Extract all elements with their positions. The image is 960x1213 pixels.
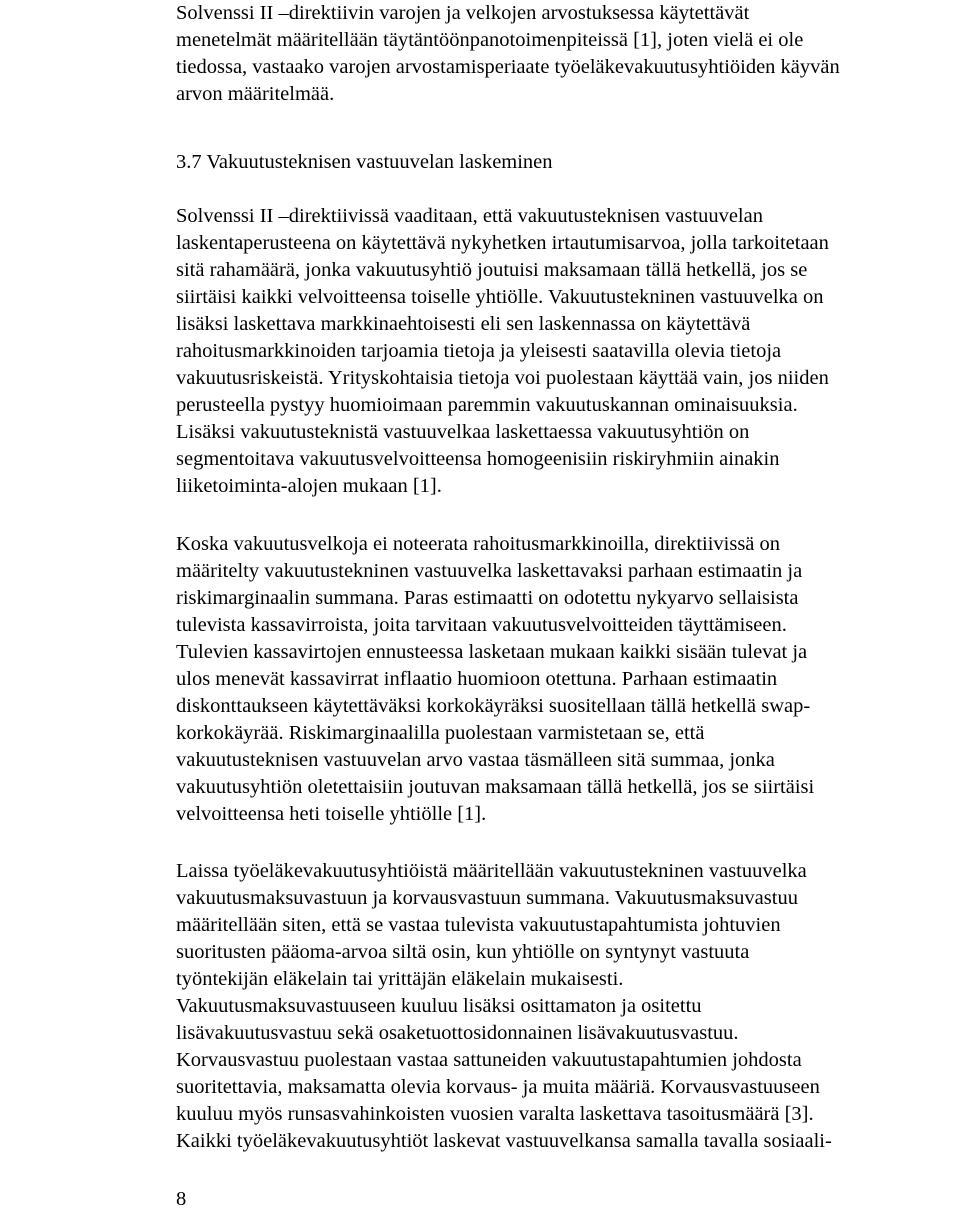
paragraph-line: diskonttaukseen käytettäväksi korkokäyräksi suositellaan tällä hetkellä swap- [176,695,811,717]
paragraph-line: ulos menevät kassavirrat inflaatio huomioon otettuna. Parhaan estimaatin [176,668,778,690]
paragraph-line: vakuutusriskeistä. Yrityskohtaisia tietoja voi puolestaan käyttää vain, jos niiden [176,367,829,389]
paragraph-line: tiedossa, vastaako varojen arvostamisperiaate työeläkevakuutusyhtiöiden käyvän [176,56,840,78]
paragraph-line: määritelty vakuutustekninen vastuuvelka laskettavaksi parhaan estimaatin ja [176,560,803,582]
paragraph-line: laskentaperusteena on käytettävä nykyhetken irtautumisarvoa, jolla tarkoitetaan [176,232,829,254]
paragraph-line: sitä rahamäärä, jonka vakuutusyhtiö joutuisi maksamaan tällä hetkellä, jos se [176,259,808,281]
body-paragraph-2 [176,531,956,828]
paragraph-line: perusteella pystyy huomioimaan paremmin vakuutuskannan ominaisuuksia. [176,394,798,416]
section-heading: 3.7 Vakuutusteknisen vastuuvelan laskeminen [176,151,553,173]
paragraph-line: riskimarginaalin summana. Paras estimaatti on odotettu nykyarvo sellaisista [176,587,799,609]
paragraph-line: Kaikki työeläkevakuutusyhtiöt laskevat vastuuvelkansa samalla tavalla sosiaali- [176,1130,832,1152]
paragraph-line: menetelmät määritellään täytäntöönpanotoimenpiteissä [1], joten vielä ei ole [176,29,804,51]
paragraph-line: korkokäyrää. Riskimarginaalilla puolestaan varmistetaan se, että [176,722,705,744]
paragraph-line: Laissa työeläkevakuutusyhtiöistä määritellään vakuutustekninen vastuuvelka [176,860,807,882]
paragraph-line: suoritettavia, maksamatta olevia korvaus- ja muita määriä. Korvausvastuuseen [176,1076,820,1098]
paragraph-line: Solvenssi II –direktiivissä vaaditaan, että vakuutusteknisen vastuuvelan [176,205,763,227]
paragraph-line: vakuutusmaksuvastuun ja korvausvastuun summana. Vakuutusmaksuvastuu [176,887,798,909]
paragraph-line: kuuluu myös runsasvahinkoisten vuosien varalta laskettava tasoitusmäärä [3]. [176,1103,814,1125]
paragraph-line: suoritusten pääoma-arvoa siltä osin, kun yhtiölle on syntynyt vastuuta [176,941,750,963]
paragraph-line: lisäksi laskettava markkinaehtoisesti eli sen laskennassa on käytettävä [176,313,751,335]
paragraph-line: arvon määritelmää. [176,83,335,105]
page-number: 8 [176,1188,187,1210]
paragraph-line: Vakuutusmaksuvastuuseen kuuluu lisäksi osittamaton ja ositettu [176,995,702,1017]
paragraph-line: rahoitusmarkkinoiden tarjoamia tietoja ja yleisesti saatavilla olevia tietoja [176,340,782,362]
paragraph-line: velvoitteensa heti toiselle yhtiölle [1]. [176,803,487,825]
paragraph-line: Koska vakuutusvelkoja ei noteerata rahoitusmarkkinoilla, direktiivissä on [176,533,781,555]
paragraph-line: Lisäksi vakuutusteknistä vastuuvelkaa laskettaessa vakuutusyhtiön on [176,421,750,443]
paragraph-line: Solvenssi II –direktiivin varojen ja velkojen arvostuksessa käytettävät [176,2,750,24]
paragraph-line: työntekijän eläkelain tai yrittäjän eläkelain mukaisesti. [176,968,624,990]
intro-paragraph [176,0,956,108]
paragraph-line: lisävakuutusvastuu sekä osaketuottosidonnainen lisävakuutusvastuu. [176,1022,739,1044]
paragraph-line: tulevista kassavirroista, joita tarvitaan vakuutusvelvoitteiden täyttämiseen. [176,614,787,636]
paragraph-line: siirtäisi kaikki velvoitteensa toiselle yhtiölle. Vakuutustekninen vastuuvelka on [176,286,824,308]
paragraph-line: segmentoitava vakuutusvelvoitteensa homogeenisiin riskiryhmiin ainakin [176,448,780,470]
body-paragraph-3 [176,858,956,1155]
paragraph-line: vakuutusyhtiön oletettaisiin joutuvan maksamaan tällä hetkellä, jos se siirtäisi [176,776,815,798]
paragraph-line: Tulevien kassavirtojen ennusteessa lasketaan mukaan kaikki sisään tulevat ja [176,641,808,663]
body-paragraph-1 [176,203,956,500]
paragraph-line: vakuutusteknisen vastuuvelan arvo vastaa täsmälleen sitä summaa, jonka [176,749,775,771]
paragraph-line: liiketoiminta-alojen mukaan [1]. [176,475,442,497]
paragraph-line: määritellään siten, että se vastaa tulevista vakuutustapahtumista johtuvien [176,914,781,936]
paragraph-line: Korvausvastuu puolestaan vastaa sattuneiden vakuutustapahtumien johdosta [176,1049,802,1071]
